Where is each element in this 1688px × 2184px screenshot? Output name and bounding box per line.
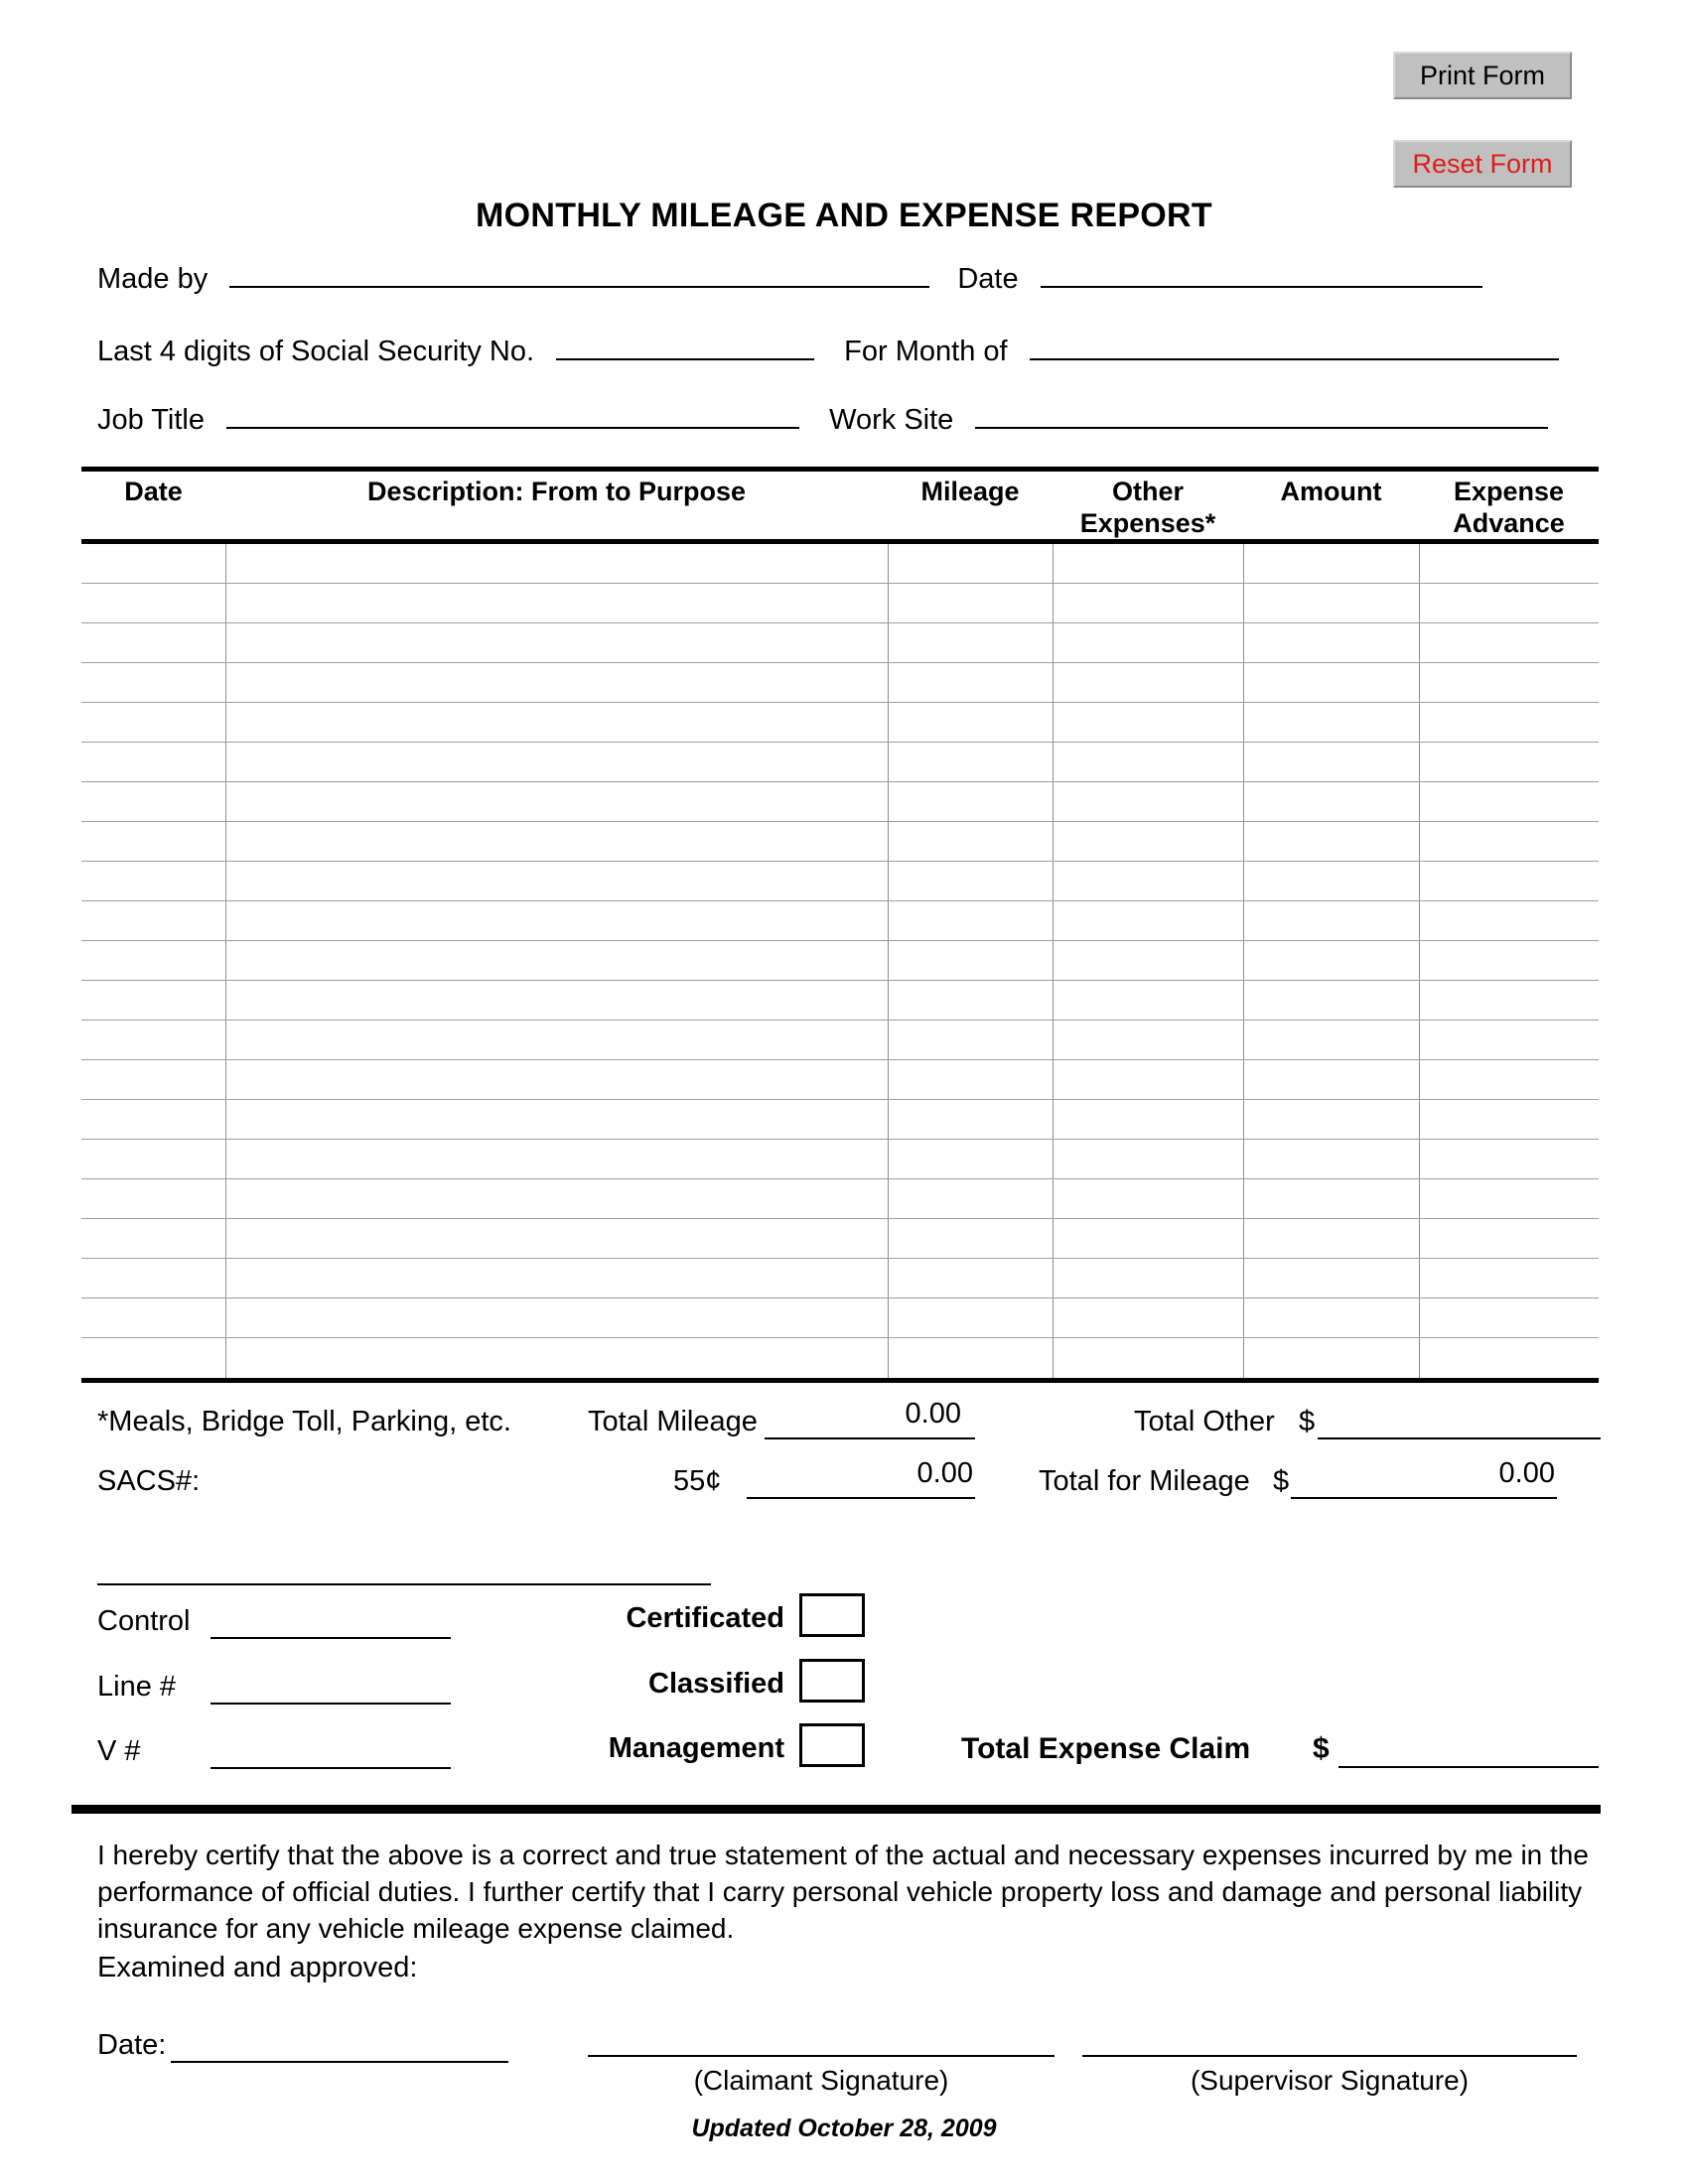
table-row[interactable] bbox=[81, 1338, 1599, 1378]
for-month-label: For Month of bbox=[844, 336, 1008, 367]
examined-and-approved-label: Examined and approved: bbox=[97, 1952, 418, 1983]
made-by-input[interactable] bbox=[229, 260, 929, 288]
sacs-label: SACS#: bbox=[97, 1465, 201, 1497]
table-row[interactable] bbox=[81, 1140, 1599, 1179]
column-header-mileage: Mileage bbox=[920, 477, 1020, 506]
table-row[interactable] bbox=[81, 941, 1599, 981]
column-header-date: Date bbox=[124, 477, 183, 506]
table-row[interactable] bbox=[81, 1259, 1599, 1298]
work-site-label: Work Site bbox=[829, 404, 954, 436]
total-expense-claim-input[interactable] bbox=[1338, 1766, 1599, 1768]
made-by-label: Made by bbox=[97, 263, 209, 295]
column-header-expense-advance: Expense Advance bbox=[1453, 477, 1565, 538]
work-site-input[interactable] bbox=[975, 401, 1548, 429]
ssn-label: Last 4 digits of Social Security No. bbox=[97, 336, 535, 367]
table-row[interactable] bbox=[81, 822, 1599, 862]
table-row[interactable] bbox=[81, 862, 1599, 901]
for-month-input[interactable] bbox=[1030, 333, 1559, 360]
ssn-input[interactable] bbox=[556, 333, 814, 360]
ssn-row bbox=[97, 333, 1559, 376]
total-mileage-value: 0.00 bbox=[905, 1398, 961, 1430]
job-title-label: Job Title bbox=[97, 404, 205, 436]
classified-label: Classified bbox=[648, 1668, 784, 1700]
total-mileage-label: Total Mileage bbox=[588, 1406, 758, 1437]
table-row[interactable] bbox=[81, 584, 1599, 623]
mileage-rate-label: 55¢ bbox=[673, 1465, 722, 1497]
table-header-row bbox=[81, 472, 1599, 539]
table-row[interactable] bbox=[81, 782, 1599, 822]
line-number-input[interactable] bbox=[211, 1703, 451, 1705]
date-label: Date bbox=[957, 263, 1019, 295]
job-title-input[interactable] bbox=[226, 401, 799, 429]
table-bottom-border bbox=[81, 1378, 1599, 1383]
column-header-description: Description: From to Purpose bbox=[366, 477, 747, 506]
column-header-amount: Amount bbox=[1280, 477, 1382, 506]
control-input[interactable] bbox=[211, 1637, 451, 1639]
control-label: Control bbox=[97, 1605, 191, 1637]
column-header-other-expenses: Other Expenses* bbox=[1079, 477, 1216, 538]
total-for-mileage-label: Total for Mileage bbox=[1039, 1465, 1250, 1497]
table-row[interactable] bbox=[81, 1060, 1599, 1100]
total-other-dollar-sign: $ bbox=[1299, 1406, 1316, 1437]
updated-footer: Updated October 28, 2009 bbox=[691, 2115, 997, 2142]
table-row[interactable] bbox=[81, 544, 1599, 584]
control-block-divider bbox=[97, 1583, 711, 1585]
claimant-signature-caption: (Claimant Signature) bbox=[693, 2065, 949, 2096]
certificated-label: Certificated bbox=[626, 1602, 784, 1634]
page-title: MONTHLY MILEAGE AND EXPENSE REPORT bbox=[476, 197, 1212, 234]
table-row[interactable] bbox=[81, 1021, 1599, 1060]
date-input[interactable] bbox=[1041, 260, 1482, 288]
total-for-mileage-value: 0.00 bbox=[1498, 1457, 1555, 1489]
approval-date-label: Date: bbox=[97, 2029, 167, 2061]
total-other-label: Total Other bbox=[1134, 1406, 1275, 1437]
approval-date-input[interactable] bbox=[171, 2061, 508, 2063]
table-row[interactable] bbox=[81, 1100, 1599, 1140]
mileage-rate-amount: 0.00 bbox=[916, 1457, 973, 1489]
table-row[interactable] bbox=[81, 1219, 1599, 1259]
table-body bbox=[81, 544, 1599, 1378]
total-for-mileage-rule bbox=[1291, 1497, 1557, 1499]
certificated-checkbox[interactable] bbox=[799, 1593, 865, 1637]
expense-table bbox=[81, 467, 1599, 1383]
expenses-footnote: *Meals, Bridge Toll, Parking, etc. bbox=[97, 1406, 511, 1437]
v-number-label: V # bbox=[97, 1735, 141, 1767]
total-expense-claim-label: Total Expense Claim bbox=[961, 1732, 1251, 1765]
certification-statement: I hereby certify that the above is a correct and true statement of the actual and necessary expenses incurred by me in the performance of official duties. I further certify that I carry personal vehicle property loss and damage and personal liability insurance for any vehicle mileage expense claimed. bbox=[97, 1840, 1589, 1944]
management-checkbox[interactable] bbox=[799, 1723, 865, 1767]
table-row[interactable] bbox=[81, 1179, 1599, 1219]
total-for-mileage-dollar-sign: $ bbox=[1273, 1465, 1290, 1497]
section-divider bbox=[71, 1805, 1601, 1814]
print-form-button[interactable]: Print Form bbox=[1393, 52, 1572, 99]
job-title-row bbox=[97, 401, 1548, 445]
line-number-label: Line # bbox=[97, 1671, 177, 1703]
claimant-signature-input[interactable] bbox=[588, 2055, 1055, 2057]
classified-checkbox[interactable] bbox=[799, 1659, 865, 1703]
supervisor-signature-input[interactable] bbox=[1082, 2055, 1577, 2057]
supervisor-signature-caption: (Supervisor Signature) bbox=[1190, 2065, 1470, 2096]
table-row[interactable] bbox=[81, 703, 1599, 743]
management-label: Management bbox=[608, 1732, 784, 1764]
table-row[interactable] bbox=[81, 663, 1599, 703]
table-row[interactable] bbox=[81, 981, 1599, 1021]
reset-form-button[interactable]: Reset Form bbox=[1393, 140, 1572, 188]
total-other-rule bbox=[1318, 1437, 1601, 1439]
table-row[interactable] bbox=[81, 1298, 1599, 1338]
table-row[interactable] bbox=[81, 743, 1599, 782]
total-mileage-rule bbox=[765, 1437, 975, 1439]
made-by-row bbox=[97, 260, 1482, 304]
mileage-rate-rule bbox=[747, 1497, 975, 1499]
table-row[interactable] bbox=[81, 623, 1599, 663]
v-number-input[interactable] bbox=[211, 1767, 451, 1769]
table-row[interactable] bbox=[81, 901, 1599, 941]
total-expense-claim-dollar-sign: $ bbox=[1313, 1732, 1330, 1765]
